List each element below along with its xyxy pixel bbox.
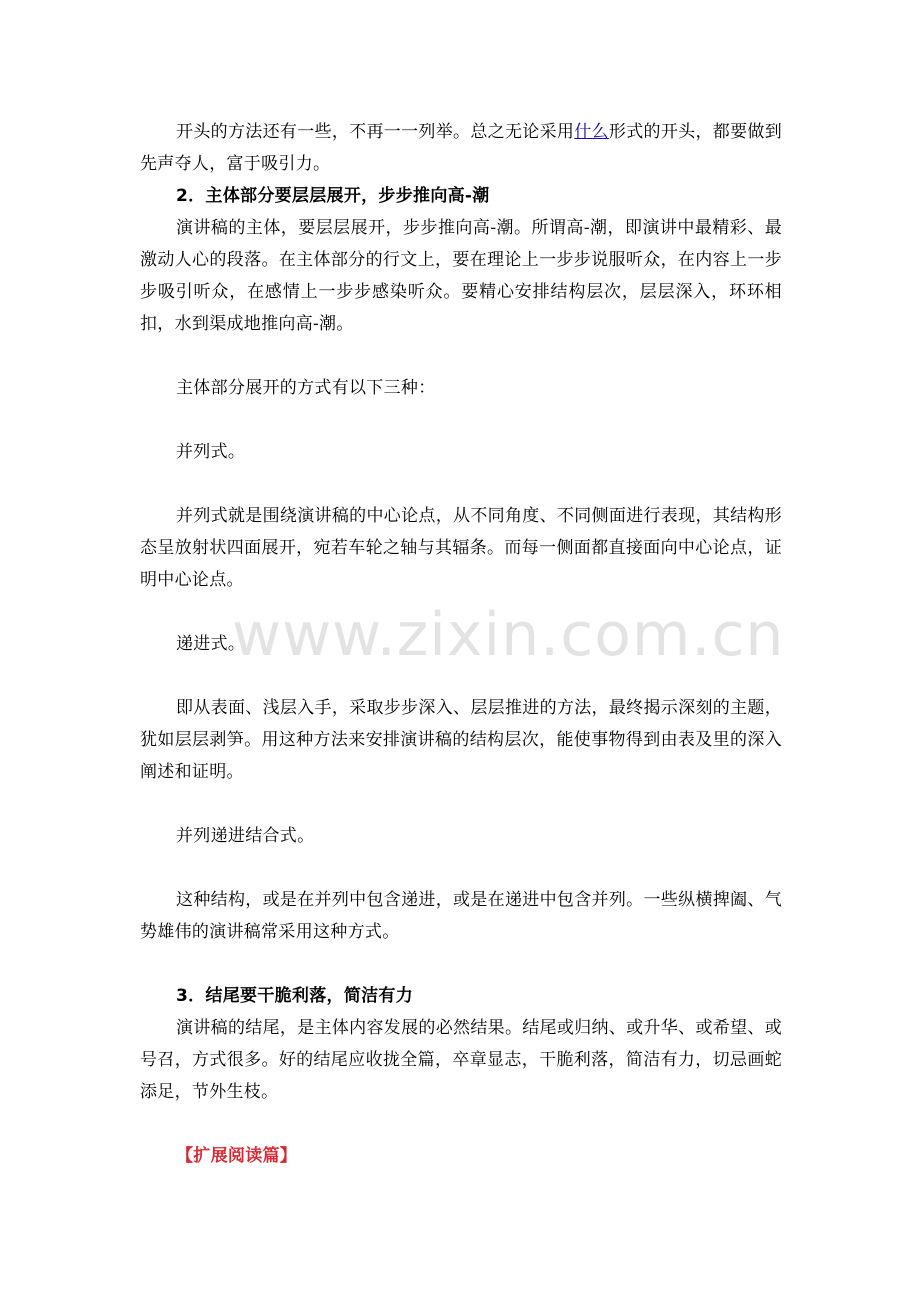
section3-heading: 3．结尾要干脆利落，简洁有力 — [176, 986, 414, 1006]
spacer — [140, 596, 782, 628]
spacer — [140, 340, 782, 372]
combined-title: 并列递进结合式。 — [176, 826, 315, 846]
section2-body: 演讲稿的主体，要层层展开，步步推向高-潮。所谓高-潮，即演讲中最精彩、最激动人心的段落。在主体部分的行文上，要在理论上一步步说服听众，在内容上一步步吸引听众，在感情上一步步感染听众。要精心安排结构层次，层层深入，环环相扣，水到渠成地推向高-潮。 — [140, 218, 782, 334]
spacer — [140, 852, 782, 884]
intro-paragraph — [140, 116, 782, 180]
parallel-title: 并列式。 — [176, 442, 246, 462]
spacer — [140, 660, 782, 692]
spacer — [140, 404, 782, 436]
spacer — [140, 948, 782, 980]
watermark: www.zixin.com.cn — [232, 600, 785, 670]
progressive-body: 即从表面、浅层入手，采取步步深入、层层推进的方法，最终揭示深刻的主题，犹如层层剥笋。用这种方法来安排演讲稿的结构层次，能使事物得到由表及里的深入阐述和证明。 — [140, 698, 782, 782]
section3-body: 演讲稿的结尾，是主体内容发展的必然结果。结尾或归纳、或升华、或希望、或号召，方式很多。好的结尾应收拢全篇，卒章显志，干脆利落，简洁有力，切忌画蛇添足，节外生枝。 — [140, 1018, 782, 1102]
intro-text-before-link: 开头的方法还有一些，不再一一列举。总之无论采用 — [176, 122, 575, 142]
spacer — [140, 468, 782, 500]
spacer — [140, 1108, 782, 1140]
parallel-body: 并列式就是围绕演讲稿的中心论点，从不同角度、不同侧面进行表现，其结构形态呈放射状四面展开，宛若车轮之轴与其辐条。而每一侧面都直接面向中心论点，证明中心论点。 — [140, 506, 782, 590]
document-content — [140, 116, 785, 1172]
what-link[interactable]: 什么 — [574, 122, 609, 142]
intro-text-after-link: 形式的开头，都要做到先声夺人，富于吸引力。 — [140, 122, 783, 174]
spacer — [140, 788, 782, 820]
combined-body: 这种结构，或是在并列中包含递进，或是在递进中包含并列。一些纵横捭阖、气势雄伟的演讲稿常采用这种方式。 — [140, 890, 782, 942]
extended-reading-label: 【扩展阅读篇】 — [176, 1146, 298, 1166]
methods-intro: 主体部分展开的方式有以下三种： — [176, 378, 436, 398]
section2-heading: 2．主体部分要层层展开，步步推向高-潮 — [176, 186, 490, 206]
progressive-title: 递进式。 — [176, 634, 246, 654]
